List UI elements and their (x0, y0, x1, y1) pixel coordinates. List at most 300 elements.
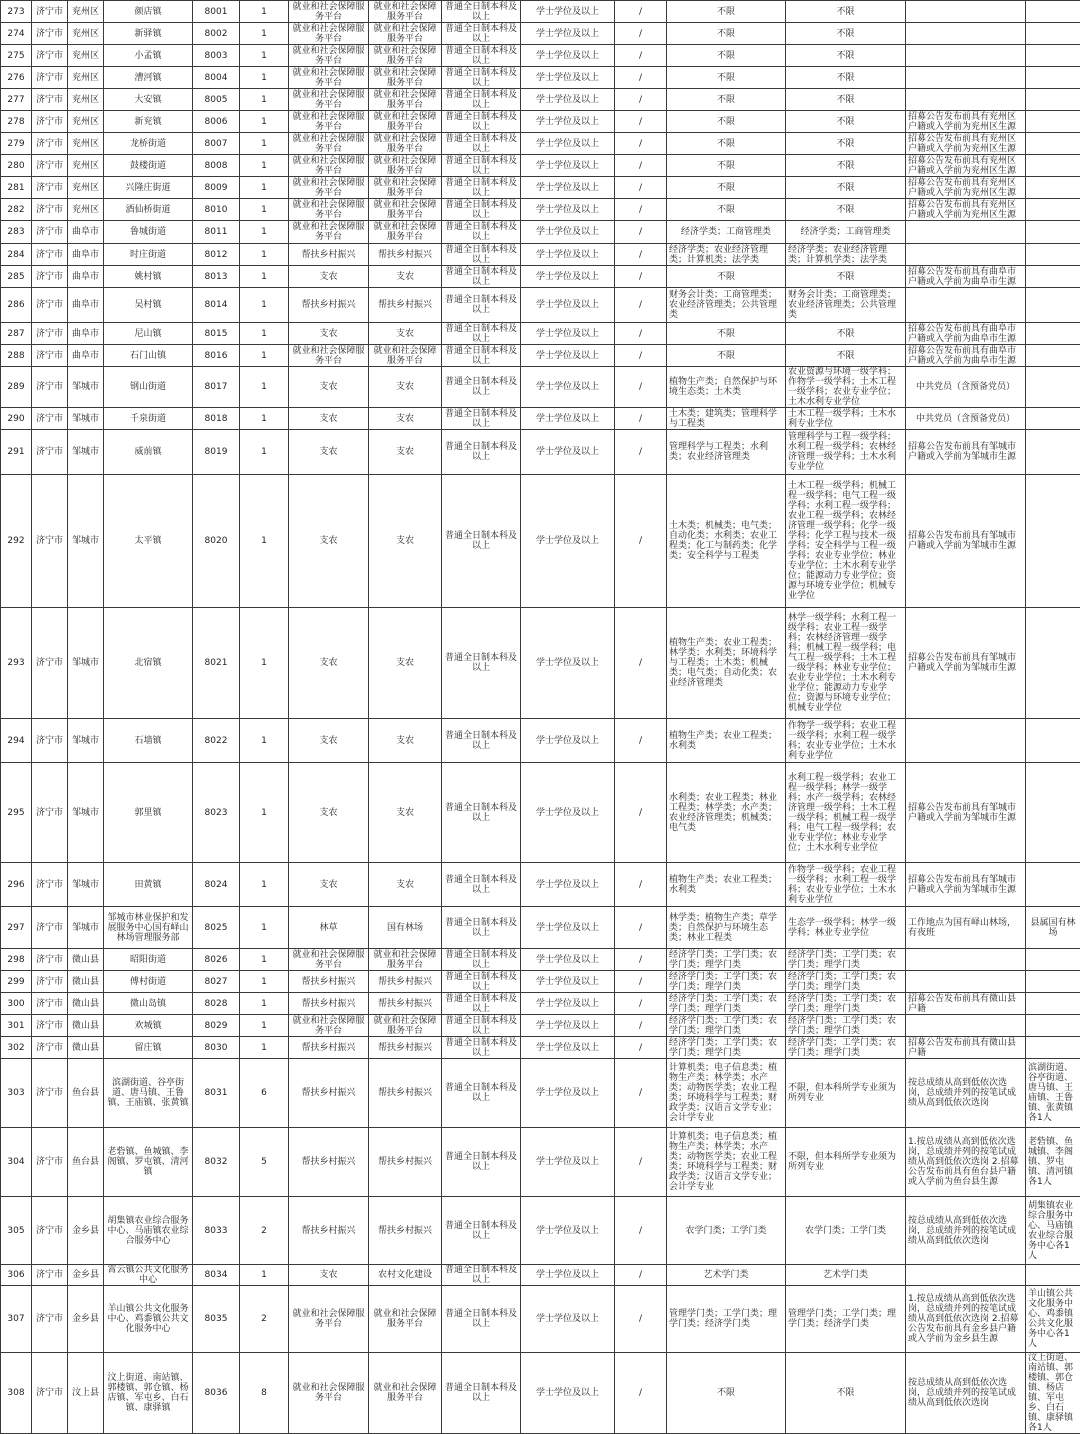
cell-degree: 学士学位及以上 (521, 608, 615, 719)
cell-note (1026, 1265, 1080, 1286)
cell-code: 8028 (193, 993, 240, 1015)
cell-note (1026, 323, 1080, 345)
cell-unit: 姚村镇 (104, 266, 193, 288)
table-row (1, 133, 1080, 155)
cell-county: 兖州区 (68, 133, 104, 155)
cell-city: 济宁市 (32, 221, 68, 244)
cell-unit: 傅村街道 (104, 971, 193, 993)
cell-no: 303 (1, 1059, 32, 1128)
cell-county: 金乡县 (68, 1197, 104, 1265)
cell-work: 就业和社会保障服务平台 (369, 23, 442, 45)
cell-degree: 学士学位及以上 (521, 1037, 615, 1059)
cell-education: 普通全日制本科及以上 (442, 430, 521, 475)
cell-no: 287 (1, 323, 32, 345)
cell-major-master: 不限 (786, 1353, 906, 1434)
cell-code: 8004 (193, 67, 240, 89)
cell-work: 帮扶乡村振兴 (369, 288, 442, 323)
cell-unit: 北宿镇 (104, 608, 193, 719)
cell-major-master: 不限 (786, 111, 906, 133)
cell-position: 就业和社会保障服务平台 (289, 345, 369, 367)
cell-position: 就业和社会保障服务平台 (289, 1353, 369, 1434)
cell-code: 8027 (193, 971, 240, 993)
table-row (1, 23, 1080, 45)
cell-other: 招募公告发布前具有微山县户籍 (906, 1037, 1026, 1059)
cell-code: 8017 (193, 367, 240, 408)
cell-degree: 学士学位及以上 (521, 1286, 615, 1353)
cell-slash: / (615, 763, 667, 863)
cell-other: 招募公告发布前具有兖州区户籍或入学前为兖州区生源 (906, 133, 1026, 155)
cell-degree: 学士学位及以上 (521, 177, 615, 199)
cell-position: 帮扶乡村振兴 (289, 288, 369, 323)
cell-count: 1 (240, 475, 289, 608)
cell-city: 济宁市 (32, 323, 68, 345)
cell-education: 普通全日制本科及以上 (442, 45, 521, 67)
cell-slash: / (615, 323, 667, 345)
cell-position: 就业和社会保障服务平台 (289, 949, 369, 971)
cell-no: 275 (1, 45, 32, 67)
cell-code: 8013 (193, 266, 240, 288)
cell-work: 支农 (369, 475, 442, 608)
cell-slash: / (615, 244, 667, 266)
cell-position: 林草 (289, 907, 369, 949)
cell-county: 曲阜市 (68, 221, 104, 244)
cell-code: 8009 (193, 177, 240, 199)
cell-county: 微山县 (68, 971, 104, 993)
table-row (1, 608, 1080, 719)
cell-county: 邹城市 (68, 475, 104, 608)
cell-slash: / (615, 1128, 667, 1197)
cell-note (1026, 367, 1080, 408)
cell-slash: / (615, 430, 667, 475)
cell-county: 邹城市 (68, 719, 104, 763)
cell-county: 兖州区 (68, 111, 104, 133)
cell-position: 支农 (289, 763, 369, 863)
cell-major-bachelor: 管理科学与工程类；水利类；农业经济管理类 (667, 430, 786, 475)
cell-county: 微山县 (68, 949, 104, 971)
cell-count: 2 (240, 1286, 289, 1353)
cell-city: 济宁市 (32, 89, 68, 111)
cell-work: 就业和社会保障服务平台 (369, 89, 442, 111)
cell-code: 8031 (193, 1059, 240, 1128)
cell-slash: / (615, 993, 667, 1015)
table-row (1, 993, 1080, 1015)
cell-note (1026, 67, 1080, 89)
cell-slash: / (615, 23, 667, 45)
cell-other: 招募公告发布前具有邹城市户籍或入学前为邹城市生源 (906, 863, 1026, 907)
cell-other: 招募公告发布前具有微山县户籍 (906, 993, 1026, 1015)
cell-work: 帮扶乡村振兴 (369, 1037, 442, 1059)
cell-degree: 学士学位及以上 (521, 67, 615, 89)
cell-slash: / (615, 1, 667, 23)
cell-major-master: 生态学一级学科；林学一级学科；林业专业学位 (786, 907, 906, 949)
cell-major-bachelor: 不限 (667, 266, 786, 288)
cell-no: 299 (1, 971, 32, 993)
cell-major-master: 土木工程一级学科；机械工程一级学科；电气工程一级学科；水利工程一级学科；农业工程一级学科；农林经济管理一级学科；化学一级学科；化学工程与技术一级学科；安全科学与工程一级学科；农业专业学位；林业专业学位；土木水利专业学位；能源动力专业学位；资源与环境专业学位；机械专业学位 (786, 475, 906, 608)
cell-other: 中共党员（含预备党员） (906, 367, 1026, 408)
cell-major-master: 管理科学与工程一级学科；水利工程一级学科；农林经济管理一级学科；土木水利专业学位 (786, 430, 906, 475)
cell-degree: 学士学位及以上 (521, 1197, 615, 1265)
cell-no: 282 (1, 199, 32, 221)
cell-major-bachelor: 不限 (667, 155, 786, 177)
cell-count: 1 (240, 111, 289, 133)
cell-code: 8020 (193, 475, 240, 608)
cell-degree: 学士学位及以上 (521, 133, 615, 155)
cell-education: 普通全日制本科及以上 (442, 288, 521, 323)
cell-major-bachelor: 土木类；建筑类；管理科学与工程类 (667, 408, 786, 430)
cell-code: 8024 (193, 863, 240, 907)
cell-county: 兖州区 (68, 45, 104, 67)
cell-note: 羊山镇公共文化服务中心、鸡黍镇公共文化服务中心各1人 (1026, 1286, 1080, 1353)
cell-city: 济宁市 (32, 1265, 68, 1286)
cell-major-bachelor: 经济学门类；工学门类；农学门类；理学门类 (667, 1037, 786, 1059)
cell-other (906, 23, 1026, 45)
cell-no: 297 (1, 907, 32, 949)
cell-position: 支农 (289, 719, 369, 763)
cell-count: 1 (240, 949, 289, 971)
cell-work: 帮扶乡村振兴 (369, 244, 442, 266)
cell-note (1026, 133, 1080, 155)
cell-slash: / (615, 1265, 667, 1286)
table-row (1, 67, 1080, 89)
cell-slash: / (615, 133, 667, 155)
cell-degree: 学士学位及以上 (521, 244, 615, 266)
cell-degree: 学士学位及以上 (521, 323, 615, 345)
cell-unit: 昭阳街道 (104, 949, 193, 971)
cell-work: 支农 (369, 323, 442, 345)
cell-work: 就业和社会保障服务平台 (369, 133, 442, 155)
cell-position: 帮扶乡村振兴 (289, 244, 369, 266)
cell-no: 306 (1, 1265, 32, 1286)
cell-unit: 汶上街道、南站镇、郭楼镇、郭仓镇、杨店镇、军屯乡、白石镇、康驿镇 (104, 1353, 193, 1434)
cell-major-bachelor: 经济学门类；工学门类；农学门类；理学门类 (667, 1015, 786, 1037)
cell-city: 济宁市 (32, 1128, 68, 1197)
cell-education: 普通全日制本科及以上 (442, 199, 521, 221)
cell-major-bachelor: 不限 (667, 89, 786, 111)
cell-county: 曲阜市 (68, 266, 104, 288)
cell-county: 邹城市 (68, 763, 104, 863)
cell-unit: 千泉街道 (104, 408, 193, 430)
cell-major-master: 经济学类；工商管理类 (786, 221, 906, 244)
cell-count: 1 (240, 1015, 289, 1037)
cell-major-master: 不限 (786, 345, 906, 367)
cell-no: 292 (1, 475, 32, 608)
cell-note (1026, 221, 1080, 244)
cell-no: 300 (1, 993, 32, 1015)
cell-education: 普通全日制本科及以上 (442, 266, 521, 288)
cell-note (1026, 430, 1080, 475)
cell-position: 就业和社会保障服务平台 (289, 111, 369, 133)
cell-major-bachelor: 不限 (667, 67, 786, 89)
cell-code: 8019 (193, 430, 240, 475)
cell-count: 1 (240, 45, 289, 67)
table-row (1, 408, 1080, 430)
cell-city: 济宁市 (32, 133, 68, 155)
cell-county: 鱼台县 (68, 1128, 104, 1197)
cell-degree: 学士学位及以上 (521, 863, 615, 907)
cell-city: 济宁市 (32, 199, 68, 221)
cell-county: 曲阜市 (68, 323, 104, 345)
cell-position: 就业和社会保障服务平台 (289, 177, 369, 199)
cell-city: 济宁市 (32, 367, 68, 408)
cell-count: 1 (240, 367, 289, 408)
cell-unit: 田黄镇 (104, 863, 193, 907)
cell-city: 济宁市 (32, 288, 68, 323)
cell-unit: 郭里镇 (104, 763, 193, 863)
cell-county: 兖州区 (68, 89, 104, 111)
cell-position: 就业和社会保障服务平台 (289, 23, 369, 45)
cell-no: 295 (1, 763, 32, 863)
cell-no: 277 (1, 89, 32, 111)
cell-unit: 漕河镇 (104, 67, 193, 89)
cell-slash: / (615, 67, 667, 89)
cell-major-bachelor: 计算机类；电子信息类；植物生产类；林学类；水产类；动物医学类；农业工程类；环境科学与工程类；财政学类；汉语言文学专业；会计学专业 (667, 1059, 786, 1128)
cell-degree: 学士学位及以上 (521, 993, 615, 1015)
cell-code: 8016 (193, 345, 240, 367)
cell-education: 普通全日制本科及以上 (442, 367, 521, 408)
cell-slash: / (615, 475, 667, 608)
cell-no: 293 (1, 608, 32, 719)
table-row (1, 430, 1080, 475)
cell-other (906, 949, 1026, 971)
cell-slash: / (615, 1286, 667, 1353)
cell-major-master: 经济学门类；工学门类；农学门类；理学门类 (786, 971, 906, 993)
cell-major-bachelor: 经济学门类；工学门类；农学门类；理学门类 (667, 971, 786, 993)
cell-code: 8015 (193, 323, 240, 345)
cell-work: 就业和社会保障服务平台 (369, 67, 442, 89)
cell-city: 济宁市 (32, 763, 68, 863)
table-row (1, 345, 1080, 367)
cell-county: 金乡县 (68, 1265, 104, 1286)
cell-code: 8035 (193, 1286, 240, 1353)
cell-major-master: 经济学类；农业经济管理类；计算机学类；法学类 (786, 244, 906, 266)
cell-county: 邹城市 (68, 430, 104, 475)
cell-degree: 学士学位及以上 (521, 266, 615, 288)
cell-city: 济宁市 (32, 430, 68, 475)
cell-note: 滨湖街道、谷亭街道、唐马镇、王庙镇、王鲁镇、张黄镇各1人 (1026, 1059, 1080, 1128)
cell-unit: 鼓楼街道 (104, 155, 193, 177)
cell-major-bachelor: 植物生产类；农业工程类；水利类 (667, 863, 786, 907)
cell-note: 胡集镇农业综合服务中心、马庙镇农业综合服务中心各1人 (1026, 1197, 1080, 1265)
cell-other: 招募公告发布前具有邹城市户籍或入学前为邹城市生源 (906, 430, 1026, 475)
cell-major-bachelor: 植物生产类；农业工程类；水利类 (667, 719, 786, 763)
table-row (1, 89, 1080, 111)
cell-county: 金乡县 (68, 1286, 104, 1353)
cell-other (906, 971, 1026, 993)
cell-slash: / (615, 288, 667, 323)
table-row (1, 949, 1080, 971)
cell-major-bachelor: 土木类；机械类；电气类；自动化类；水利类；农业工程类；化工与制药类；化学类；安全科学与工程类 (667, 475, 786, 608)
cell-count: 1 (240, 863, 289, 907)
cell-no: 276 (1, 67, 32, 89)
cell-education: 普通全日制本科及以上 (442, 221, 521, 244)
table-row (1, 971, 1080, 993)
cell-degree: 学士学位及以上 (521, 719, 615, 763)
cell-code: 8018 (193, 408, 240, 430)
cell-work: 就业和社会保障服务平台 (369, 199, 442, 221)
cell-major-bachelor: 植物生产类；自然保护与环境生态类；土木类 (667, 367, 786, 408)
cell-city: 济宁市 (32, 1059, 68, 1128)
cell-count: 1 (240, 67, 289, 89)
cell-code: 8010 (193, 199, 240, 221)
cell-degree: 学士学位及以上 (521, 408, 615, 430)
cell-city: 济宁市 (32, 863, 68, 907)
cell-other: 招募公告发布前具有兖州区户籍或入学前为兖州区生源 (906, 177, 1026, 199)
cell-unit: 羊山镇公共文化服务中心、鸡黍镇公共文化服务中心 (104, 1286, 193, 1353)
cell-count: 5 (240, 1128, 289, 1197)
cell-other: 按总成绩从高到低依次选岗，总成绩并列的按笔试成绩从高到低依次选岗 (906, 1353, 1026, 1434)
cell-count: 1 (240, 1037, 289, 1059)
cell-city: 济宁市 (32, 1015, 68, 1037)
cell-no: 308 (1, 1353, 32, 1434)
cell-county: 兖州区 (68, 67, 104, 89)
table-row (1, 244, 1080, 266)
cell-no: 291 (1, 430, 32, 475)
cell-education: 普通全日制本科及以上 (442, 345, 521, 367)
cell-note (1026, 288, 1080, 323)
cell-other: 按总成绩从高到低依次选岗，总成绩并列的按笔试成绩从高到低依次选岗 (906, 1059, 1026, 1128)
cell-county: 微山县 (68, 993, 104, 1015)
cell-education: 普通全日制本科及以上 (442, 89, 521, 111)
cell-count: 1 (240, 133, 289, 155)
cell-note (1026, 244, 1080, 266)
table-row (1, 199, 1080, 221)
table-row (1, 323, 1080, 345)
cell-major-master: 管理学门类；工学门类；理学门类；经济学门类 (786, 1286, 906, 1353)
cell-major-master: 经济学门类；工学门类；农学门类；理学门类 (786, 1037, 906, 1059)
cell-count: 1 (240, 199, 289, 221)
cell-work: 就业和社会保障服务平台 (369, 155, 442, 177)
cell-count: 1 (240, 177, 289, 199)
cell-city: 济宁市 (32, 475, 68, 608)
cell-position: 就业和社会保障服务平台 (289, 67, 369, 89)
cell-slash: / (615, 907, 667, 949)
cell-city: 济宁市 (32, 1, 68, 23)
cell-other: 中共党员（含预备党员） (906, 408, 1026, 430)
cell-county: 兖州区 (68, 199, 104, 221)
cell-note (1026, 408, 1080, 430)
cell-note (1026, 177, 1080, 199)
cell-unit: 邹城市林业保护和发展服务中心国有峄山林场管理服务部 (104, 907, 193, 949)
cell-other (906, 244, 1026, 266)
table-row (1, 1197, 1080, 1265)
cell-major-master: 作物学一级学科；农业工程一级学科；水利工程一级学科；农业专业学位；土木水利专业学位 (786, 863, 906, 907)
cell-no: 280 (1, 155, 32, 177)
cell-work: 国有林场 (369, 907, 442, 949)
cell-major-master: 水利工程一级学科；农业工程一级学科；林学一级学科；水产一级学科；农林经济管理一级学科；土木工程一级学科；机械工程一级学科；电气工程一级学科；农业专业学位；林业专业学位；土木水利专业学位 (786, 763, 906, 863)
cell-county: 微山县 (68, 1015, 104, 1037)
cell-note (1026, 763, 1080, 863)
cell-county: 邹城市 (68, 863, 104, 907)
cell-work: 农村文化建设 (369, 1265, 442, 1286)
cell-major-master: 不限 (786, 89, 906, 111)
cell-slash: / (615, 367, 667, 408)
cell-county: 曲阜市 (68, 288, 104, 323)
table-row (1, 155, 1080, 177)
cell-no: 294 (1, 719, 32, 763)
cell-education: 普通全日制本科及以上 (442, 1059, 521, 1128)
cell-unit: 兴隆庄街道 (104, 177, 193, 199)
cell-major-master: 林学一级学科；水利工程一级学科；农业工程一级学科；农林经济管理一级学科；机械工程一级学科；电气工程一级学科；土木工程一级学科；林业专业学位；农业专业学位；土木水利专业学位；能源动力专业学位；资源与环境专业学位；机械专业学位 (786, 608, 906, 719)
cell-major-master: 不限 (786, 45, 906, 67)
cell-major-master: 不限 (786, 323, 906, 345)
cell-note (1026, 111, 1080, 133)
cell-unit: 石门山镇 (104, 345, 193, 367)
cell-count: 8 (240, 1353, 289, 1434)
cell-other (906, 1, 1026, 23)
cell-education: 普通全日制本科及以上 (442, 111, 521, 133)
cell-slash: / (615, 266, 667, 288)
cell-work: 就业和社会保障服务平台 (369, 111, 442, 133)
cell-count: 1 (240, 971, 289, 993)
cell-county: 邹城市 (68, 907, 104, 949)
cell-code: 8026 (193, 949, 240, 971)
cell-work: 支农 (369, 408, 442, 430)
cell-position: 帮扶乡村振兴 (289, 993, 369, 1015)
cell-degree: 学士学位及以上 (521, 1353, 615, 1434)
cell-degree: 学士学位及以上 (521, 23, 615, 45)
cell-work: 就业和社会保障服务平台 (369, 45, 442, 67)
cell-no: 284 (1, 244, 32, 266)
cell-count: 1 (240, 323, 289, 345)
cell-degree: 学士学位及以上 (521, 367, 615, 408)
cell-major-bachelor: 经济学门类；工学门类；农学门类；理学门类 (667, 993, 786, 1015)
cell-position: 就业和社会保障服务平台 (289, 221, 369, 244)
cell-education: 普通全日制本科及以上 (442, 177, 521, 199)
cell-major-master: 农学门类；工学门类 (786, 1197, 906, 1265)
cell-count: 1 (240, 430, 289, 475)
table-row (1, 45, 1080, 67)
cell-unit: 新驿镇 (104, 23, 193, 45)
cell-position: 就业和社会保障服务平台 (289, 1015, 369, 1037)
cell-work: 支农 (369, 367, 442, 408)
cell-work: 帮扶乡村振兴 (369, 1128, 442, 1197)
cell-major-master: 不限 (786, 199, 906, 221)
cell-work: 支农 (369, 430, 442, 475)
table-row (1, 1286, 1080, 1353)
cell-slash: / (615, 1059, 667, 1128)
cell-major-bachelor: 经济学类；农业经济管理类；计算机类；法学类 (667, 244, 786, 266)
cell-degree: 学士学位及以上 (521, 288, 615, 323)
cell-city: 济宁市 (32, 949, 68, 971)
cell-code: 8012 (193, 244, 240, 266)
cell-county: 鱼台县 (68, 1059, 104, 1128)
cell-no: 274 (1, 23, 32, 45)
cell-position: 支农 (289, 408, 369, 430)
table-row (1, 863, 1080, 907)
cell-position: 帮扶乡村振兴 (289, 1037, 369, 1059)
cell-county: 曲阜市 (68, 244, 104, 266)
cell-city: 济宁市 (32, 971, 68, 993)
cell-education: 普通全日制本科及以上 (442, 719, 521, 763)
cell-note (1026, 1037, 1080, 1059)
cell-other (906, 89, 1026, 111)
cell-education: 普通全日制本科及以上 (442, 949, 521, 971)
cell-count: 1 (240, 608, 289, 719)
table-row (1, 111, 1080, 133)
cell-position: 就业和社会保障服务平台 (289, 45, 369, 67)
cell-unit: 钢山街道 (104, 367, 193, 408)
cell-degree: 学士学位及以上 (521, 907, 615, 949)
cell-code: 8029 (193, 1015, 240, 1037)
cell-education: 普通全日制本科及以上 (442, 993, 521, 1015)
cell-major-master: 不限 (786, 1, 906, 23)
cell-other (906, 1015, 1026, 1037)
cell-degree: 学士学位及以上 (521, 89, 615, 111)
cell-degree: 学士学位及以上 (521, 949, 615, 971)
cell-count: 1 (240, 408, 289, 430)
cell-slash: / (615, 1015, 667, 1037)
cell-no: 290 (1, 408, 32, 430)
